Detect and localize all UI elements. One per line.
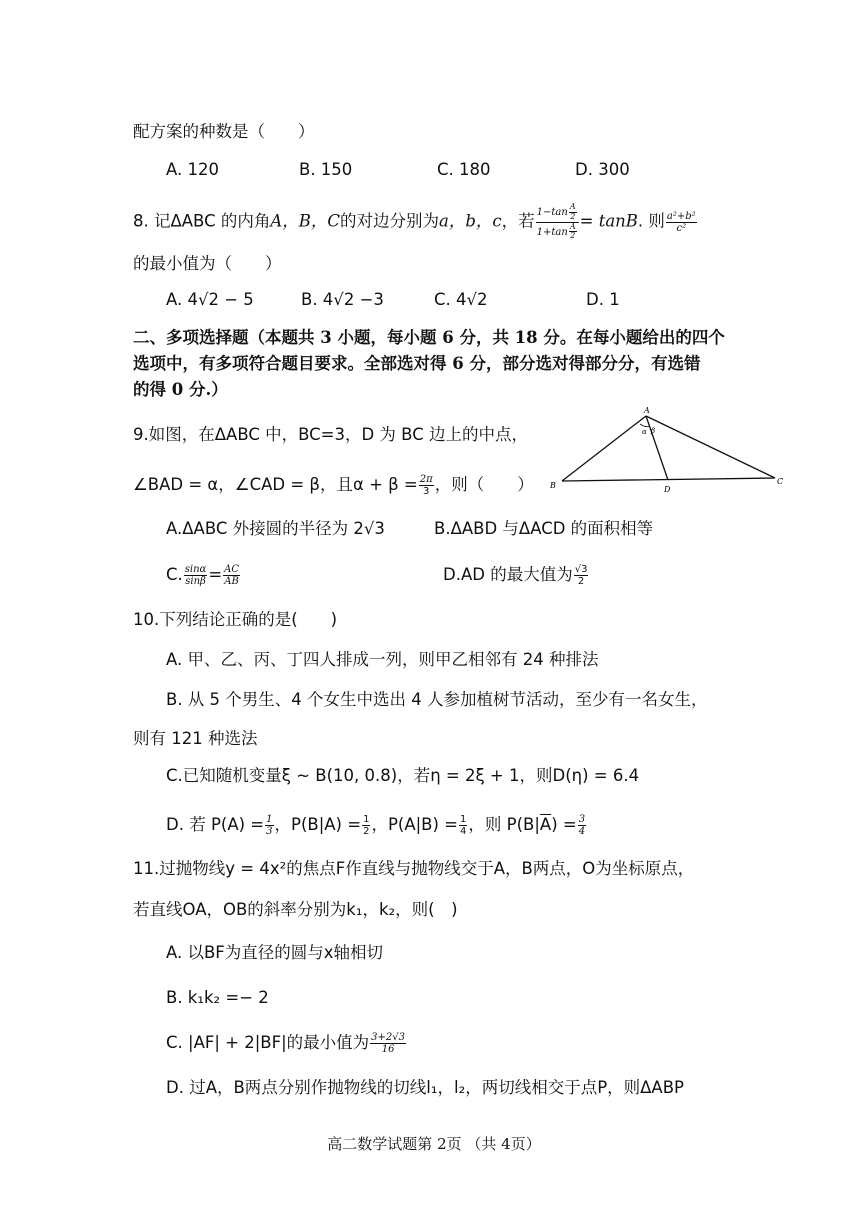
q8-text-4: . 则 (637, 211, 665, 231)
q7-stem-tail: 配方案的种数是（ ） (133, 122, 315, 141)
q11-option-c: C. |AF| + 2|BF|的最小值为 $\frac{3+2√3}{16}$ (166, 1032, 405, 1055)
section2-heading-line2: 选项中，有多项符合题目要求。全部选对得 6 分，部分选对得部分分，有选错 (133, 354, 701, 373)
q9-fraction: $\frac{2\pi}{3}$ (419, 474, 433, 497)
q8-option-a: A. 4√2 − 5 (166, 290, 254, 309)
q9-stem-line1: 9.如图，在ΔABC 中，BC=3，D 为 BC 边上的中点， (133, 425, 528, 444)
q7-option-a: A. 120 (166, 160, 219, 179)
q8-fraction-1: 1−tan $\frac{A}{2}$ 1+tan $\frac{A}{2}$ (536, 203, 579, 241)
q8-fraction-2: $\frac{\text{a²+b²}}{\text{c²}}$ (666, 210, 696, 234)
q7-option-b: B. 150 (299, 160, 353, 179)
q9-stem-line2: ∠BAD = α，∠CAD = β，且α + β = $\frac{2\pi}{3}$ ，则（ ） (133, 474, 534, 497)
q10-option-c: C.已知随机变量ξ ~ B(10, 0.8)，若η = 2ξ + 1，则D(η) = 6.4 (166, 766, 640, 785)
section2-heading-line3: 的得 0 分.） (133, 380, 228, 399)
q9-triangle-figure (540, 402, 790, 498)
q10-option-d: D. 若 P(A) = $\frac{1}{3}$ ，P(B|A) = $\frac{1}{2}$ ，P(A|B) = $\frac{1}{4}$ ，则 $P(B|\overline{A})$ = $\frac{3}{4}$ (166, 814, 586, 837)
q8-equation: = tanB (579, 211, 638, 231)
q10-stem: 10.下列结论正确的是( ) (133, 610, 338, 629)
label-alpha: α (642, 428, 647, 436)
q11-stem-line1: 11.过抛物线y = 4x²的焦点F作直线与抛物线交于A，B两点，O为坐标原点， (133, 859, 695, 878)
label-c: C (777, 477, 784, 486)
q10-option-b-line1: B. 从 5 个男生、4 个女生中选出 4 人参加植树节活动，至少有一名女生， (166, 690, 708, 709)
q8-option-d: D. 1 (586, 290, 620, 309)
side-ac (646, 416, 775, 478)
q11-option-b: B. k₁k₂ =− 2 (166, 988, 269, 1007)
q8-option-c: C. 4√2 (434, 290, 488, 309)
page-footer: 高二数学试题第 2页 （共 4页） (327, 1135, 541, 1153)
q8-sides: a，b，c (439, 211, 502, 231)
q11-option-a: A. 以BF为直径的圆与x轴相切 (166, 943, 384, 962)
q8-text-1: 8. 记ΔABC 的内角 (133, 211, 271, 231)
q8-stem-line2: 的最小值为（ ） (133, 254, 282, 273)
label-b: B (550, 481, 556, 490)
label-beta: β (651, 427, 656, 435)
label-a: A (644, 406, 650, 415)
section2-heading-line1: 二、多项选择题（本题共 3 小题，每小题 6 分，共 18 分。在每小题给出的四个 (133, 328, 725, 347)
q10-option-b-line2: 则有 121 种选法 (133, 729, 258, 748)
side-ab (562, 416, 646, 481)
q8-text-3: ，若 (501, 211, 535, 231)
q8-vars: A，B，C (270, 211, 341, 231)
q8-text-2: 的对边分别为 (340, 211, 440, 231)
q7-option-d: D. 300 (575, 160, 630, 179)
q11-option-d: D. 过A，B两点分别作抛物线的切线l₁，l₂，两切线相交于点P，则ΔABP (166, 1078, 684, 1097)
q9-option-a: A.ΔABC 外接圆的半径为 2√3 (166, 519, 385, 538)
q8-option-b: B. 4√2 −3 (301, 290, 384, 309)
q9-option-d: D.AD 的最大值为 $\frac{√3}{2}$ (443, 564, 588, 587)
q11-stem-line2: 若直线OA，OB的斜率分别为k₁，k₂，则( ) (133, 900, 458, 919)
q8-stem (133, 203, 698, 241)
label-d: D (664, 485, 671, 494)
q10-option-a: A. 甲、乙、丙、丁四人排成一列，则甲乙相邻有 24 种排法 (166, 650, 599, 669)
q9-option-c: C. $\frac{\sin\alpha}{\sin\beta}$ = $\frac{AC}{AB}$ (166, 564, 240, 587)
q7-option-c: C. 180 (437, 160, 491, 179)
q9-option-b: B.ΔABD 与ΔACD 的面积相等 (434, 519, 654, 538)
